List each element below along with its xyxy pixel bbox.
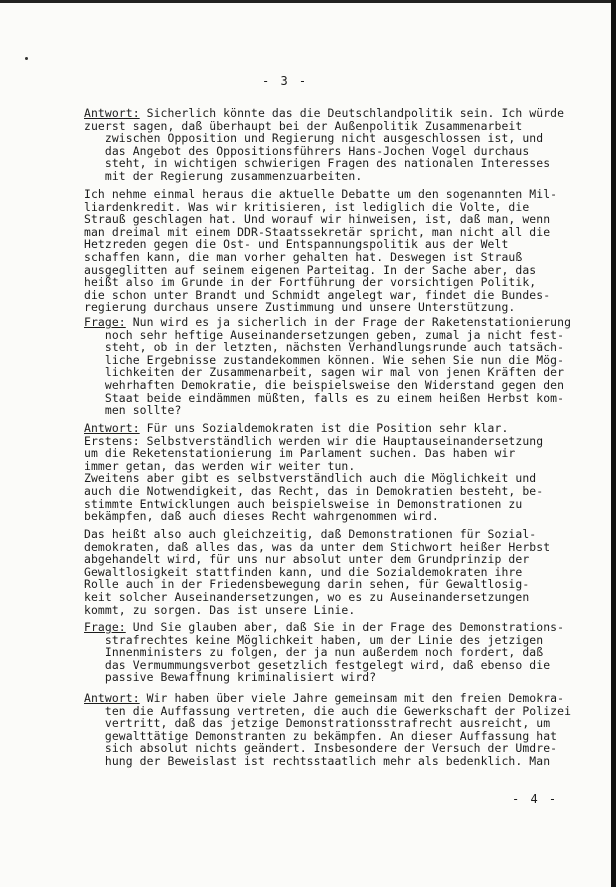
text-line: hung der Beweislast ist rechtsstaatlich mehr als bedenklich. Man (84, 753, 551, 768)
text-line: abgehandelt wird, für uns nur absolut unter dem Grundprinzip der (84, 552, 530, 567)
text-line: wehrhaften Demokratie, die beispielsweise den Widerstand gegen den (84, 377, 565, 392)
scan-speck (25, 57, 28, 60)
text-line: noch sehr heftige Auseinandersetzungen geben, zumal ja nicht fest- (84, 327, 565, 342)
text-line: heißt also im Grunde in der Fortführung der vorsichtigen Politik, (84, 275, 537, 290)
page-number-bottom: - 4 - (512, 792, 559, 806)
speaker-label: Antwort: (84, 421, 140, 435)
text-line: bekämpfen, daß auch dieses Recht wahrgenommen wird. (84, 509, 439, 524)
text-line: schaffen kann, die man vorher gehalten hat. Deswegen ist Strauß (84, 249, 523, 264)
text-line: ausgeglitten auf seinem eigenen Parteitag. In der Sache aber, das (84, 262, 537, 277)
text-line: demokraten, daß alles das, was da unter dem Stichwort heißer Herbst (84, 539, 551, 554)
speaker-label: Antwort: (84, 106, 140, 120)
text-line: Antwort: Für uns Sozialdemokraten ist die Position sehr klar. (84, 421, 509, 435)
text-line: Innenministers zu folgen, der ja nun außerdem noch fordert, daß (84, 645, 544, 660)
answer-block (84, 422, 574, 523)
text-line: Antwort: Wir haben über viele Jahre gemeinsam mit den freien Demokra- (84, 691, 565, 705)
text-line: Gewaltlosigkeit stattfinden kann, und die Sozialdemokraten ihre (84, 564, 523, 579)
text-line: steht, ob in der letzten, nächsten Verhandlungsrunde auch tatsäch- (84, 340, 565, 355)
text-line: liche Ergebnisse zustandekommen können. Wie sehen Sie nun die Mög- (84, 352, 565, 367)
speaker-label: Frage: (84, 315, 126, 329)
text-line: immer getan, das werden wir weiter tun. (84, 458, 356, 473)
text-line: auch die Notwendigkeit, das Recht, das in Demokratien besteht, be- (84, 483, 544, 498)
answer-block (84, 107, 574, 183)
speaker-label: Frage: (84, 620, 126, 634)
answer-continuation-block (84, 528, 574, 616)
text-line: zuerst sagen, daß überhaupt bei der Außenpolitik Zusammenarbeit (84, 118, 523, 133)
scan-right-edge (611, 0, 616, 887)
scan-top-edge (0, 0, 616, 3)
question-block (84, 316, 574, 417)
question-block (84, 621, 574, 684)
text-line: das Angebot des Oppositionsführers Hans-Jochen Vogel durchaus (84, 143, 530, 158)
text-line: Erstens: Selbstverständlich werden wir die Hauptauseinandersetzung (84, 433, 544, 448)
text-line: stimmte Entwicklungen auch beispielsweise in Demonstrationen zu (84, 496, 523, 511)
speaker-label: Antwort: (84, 691, 140, 705)
text-line: Das heißt also auch gleichzeitig, daß Demonstrationen für Sozial- (84, 527, 537, 541)
text-line: strafrechtes keine Möglichkeit haben, um der Linie des jetzigen (84, 632, 544, 647)
text-line: Rolle auch in der Friedensbewegung darin sehen, für Gewaltlosig- (84, 577, 530, 592)
text-line: Staat beide eindämmen müßten, falls es zu einem heißen Herbst kom- (84, 390, 565, 405)
text-line: regierung durchaus unsere Zustimmung und unsere Unterstützung. (84, 300, 516, 315)
text-line: Strauß geschlagen hat. Und worauf wir hinweisen, ist, daß man, wenn (84, 212, 551, 227)
text-line: sich absolut nichts geändert. Insbesondere der Versuch der Umdre- (84, 741, 558, 756)
text-line: liardenkredit. Was wir kritisieren, ist lediglich die Volte, die (84, 199, 530, 214)
text-line: steht, in wichtigen schwierigen Fragen des nationalen Interesses (84, 156, 551, 171)
text-line: keit solcher Auseinandersetzungen, wo es zu Auseinandersetzungen (84, 589, 530, 604)
text-line: lichkeiten der Zusammenarbeit, sagen wir mal von jenen Kräften der (84, 365, 565, 380)
text-line: vertritt, daß das jetzige Demonstrationsstrafrecht ausreicht, um (84, 716, 551, 731)
text-line: man dreimal mit einem DDR-Staatssekretär spricht, man nicht all die (84, 224, 551, 239)
text-line: Ich nehme einmal heraus die aktuelle Debatte um den sogenannten Mil- (84, 187, 558, 201)
text-line: kommt, zu sorgen. Das ist unsere Linie. (84, 602, 356, 617)
text-line: Zweitens aber gibt es selbstverständlich auch die Möglichkeit und (84, 471, 537, 486)
text-line: gewalttätige Demonstranten zu bekämpfen. An dieser Auffassung hat (84, 728, 558, 743)
answer-block (84, 692, 574, 768)
text-line: das Vermummungsverbot gesetzlich festgelegt wird, daß ebenso die (84, 657, 551, 672)
page-number-top: - 3 - (262, 74, 309, 88)
text-line: ten die Auffassung vertreten, die auch die Gewerkschaft der Polizei (84, 703, 572, 718)
text-line: zwischen Opposition und Regierung nicht ausgeschlossen ist, und (84, 131, 544, 146)
text-line: Frage: Und Sie glauben aber, daß Sie in der Frage des Demonstrations- (84, 620, 565, 634)
text-line: Frage: Nun wird es ja sicherlich in der Frage der Raketenstationierung (84, 315, 572, 329)
text-line: Antwort: Sicherlich könnte das die Deutschlandpolitik sein. Ich würde (84, 106, 565, 120)
text-line: mit der Regierung zusammenzuarbeiten. (84, 168, 363, 183)
text-line: Hetzreden gegen die Ost- und Entspannungspolitik aus der Welt (84, 237, 509, 252)
text-line: die schon unter Brandt und Schmidt angelegt war, findet die Bundes- (84, 287, 551, 302)
text-line: um die Reketenstationierung im Parlament suchen. Das haben wir (84, 446, 516, 461)
text-line: passive Bewaffnung kriminalisiert wird? (84, 670, 377, 685)
answer-continuation-block (84, 188, 574, 314)
text-line: men sollte? (84, 403, 182, 418)
